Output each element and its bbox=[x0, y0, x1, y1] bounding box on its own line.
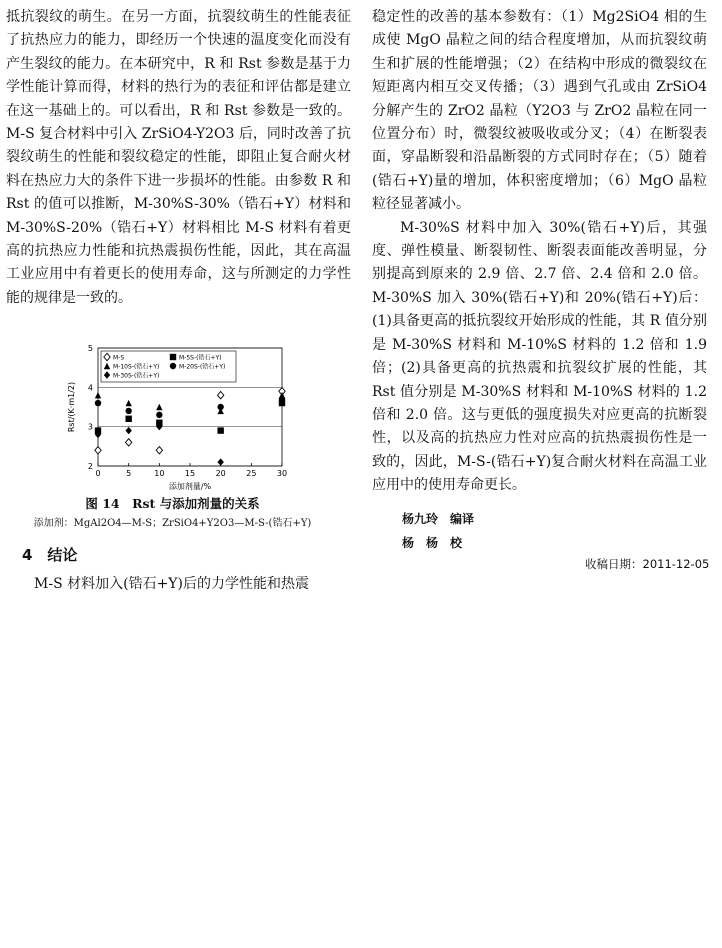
left-column bbox=[6, 6, 351, 310]
translator: 杨九玲 编译 bbox=[402, 512, 475, 526]
legend-label: M-10S-(锆石+Y) bbox=[113, 363, 160, 371]
section-title: 4 结论 bbox=[22, 546, 78, 564]
body-paragraph: 抵抗裂纹的萌生。在另一方面，抗裂纹萌生的性能表征了抗热应力的能力，即经历一个快速的温度变化而没有产生裂纹的能力。在本研究中，R 和 Rst 参数是基于力学性能计算而得，材料的热行为的表征和评估都是建立在这一基础上的。可以看出，R 和 Rst 参数是一致的。M-S 复合材料中引入 ZrSiO4-Y2O3 后，同时改善了抗裂纹萌生的性能和裂纹稳定的性能，即阻止复合耐火材料在热应力大的条件下进一步损坏的性能。由参数 R 和 Rst 的值可以推断，M-30%S-30%（锆石+Y）材料和 M-30%S-20%（锆石+Y）材料相比 M-S 材料有着更高的抗热应力性能和抗热震损伤性能，因此，其在高温工业应用中有着更长的使用寿命，这与所测定的力学性能的规律是一致的。 bbox=[6, 9, 351, 306]
data-point bbox=[125, 427, 131, 434]
x-tick-label: 10 bbox=[154, 469, 165, 478]
legend-label: M-5S-(锆石+Y) bbox=[179, 354, 222, 362]
data-point bbox=[217, 427, 223, 433]
y-tick-label: 3 bbox=[87, 422, 93, 432]
x-tick-label: 30 bbox=[276, 469, 288, 478]
data-point bbox=[217, 458, 223, 465]
right-column bbox=[372, 6, 707, 498]
conclusion-column bbox=[6, 573, 351, 596]
data-point bbox=[125, 416, 131, 422]
received-date: 收稿日期：2011-12-05 bbox=[585, 557, 710, 571]
legend-marker bbox=[170, 363, 176, 369]
figure-caption: 图 14 Rst 与添加剂量的关系 bbox=[85, 496, 260, 511]
proofreader: 杨 杨 校 bbox=[402, 536, 463, 550]
data-point bbox=[95, 392, 101, 398]
y-tick-label: 4 bbox=[87, 383, 93, 393]
data-point bbox=[125, 408, 131, 414]
data-point bbox=[156, 412, 162, 418]
figure-note: 添加剂：MgAl2O4—M-S；ZrSiO4+Y2O3—M-S-(锆石+Y) bbox=[33, 518, 312, 529]
y-tick-label: 5 bbox=[87, 344, 93, 353]
y-axis-label: Rst/(K·m1/2) bbox=[67, 381, 76, 433]
data-point bbox=[95, 447, 101, 454]
x-tick-label: 0 bbox=[95, 469, 101, 478]
conclusion-paragraph: M-S 材料加入(锆石+Y)后的力学性能和热震 bbox=[34, 576, 310, 592]
rst-chart bbox=[60, 338, 295, 493]
data-point bbox=[95, 400, 101, 406]
x-tick-label: 15 bbox=[184, 469, 196, 478]
legend-label: M-20S-(锆石+Y) bbox=[179, 363, 226, 371]
legend-marker bbox=[170, 354, 176, 360]
y-tick-label: 2 bbox=[87, 462, 93, 471]
body-paragraph: 稳定性的改善的基本参数有：（1）Mg2SiO4 相的生成使 MgO 晶粒之间的结合程度增加，从而抗裂纹萌生和扩展的性能增强；（2）在结构中形成的微裂纹在短距离内相互交叉传播；（3）遇到气孔或由 ZrSiO4 分解产生的 ZrO2 晶粒（Y2O3 与 ZrO2 晶粒在同一位置分布）时，微裂纹被吸收或分叉；（4）在断裂表面，穿晶断裂和沿晶断裂的方式同时存在；（5）随着(锆石+Y)量的增加，体积密度增加；（6）MgO 晶粒粒径显著减小。 bbox=[372, 9, 707, 213]
data-point bbox=[156, 447, 162, 454]
data-point bbox=[156, 404, 162, 410]
data-point bbox=[279, 396, 285, 402]
data-point bbox=[217, 392, 223, 399]
legend-label: M-S bbox=[113, 354, 125, 362]
x-tick-label: 25 bbox=[246, 469, 257, 478]
body-paragraph: M-30%S 材料中加入 30%(锆石+Y)后，其强度、弹性模量、断裂韧性、断裂表面能改善明显，分别提高到原来的 2.9 倍、2.7 倍、2.4 倍和 2.0 倍。M-30%S 加入 30%(锆石+Y)和 20%(锆石+Y)后：(1)具备更高的抵抗裂纹开始形成的性能，其 R 值分别是 M-30%S 材料和 M-10%S 材料的 1.2 倍和 1.9 倍；(2)具备更高的抗热震和抗裂纹扩展的性能，其 Rst 值分别是 M-30%S 材料和 M-10%S 材料的 1.2 倍和 2.0 倍。这与更低的强度损失对应更高的抗断裂性，以及高的抗热应力性对应高的抗热震损伤性是一致的，因此，M-S-(锆石+Y)复合耐火材料在高温工业应用中的使用寿命更长。 bbox=[372, 219, 707, 494]
data-point bbox=[217, 404, 223, 410]
data-point bbox=[125, 400, 131, 406]
legend-label: M-30S-(锆石+Y) bbox=[113, 372, 160, 380]
x-tick-label: 20 bbox=[215, 469, 226, 478]
figure-14 bbox=[60, 338, 295, 493]
x-tick-label: 5 bbox=[126, 469, 132, 478]
x-axis-label: 添加剂量/% bbox=[168, 482, 212, 491]
data-point bbox=[125, 439, 131, 446]
